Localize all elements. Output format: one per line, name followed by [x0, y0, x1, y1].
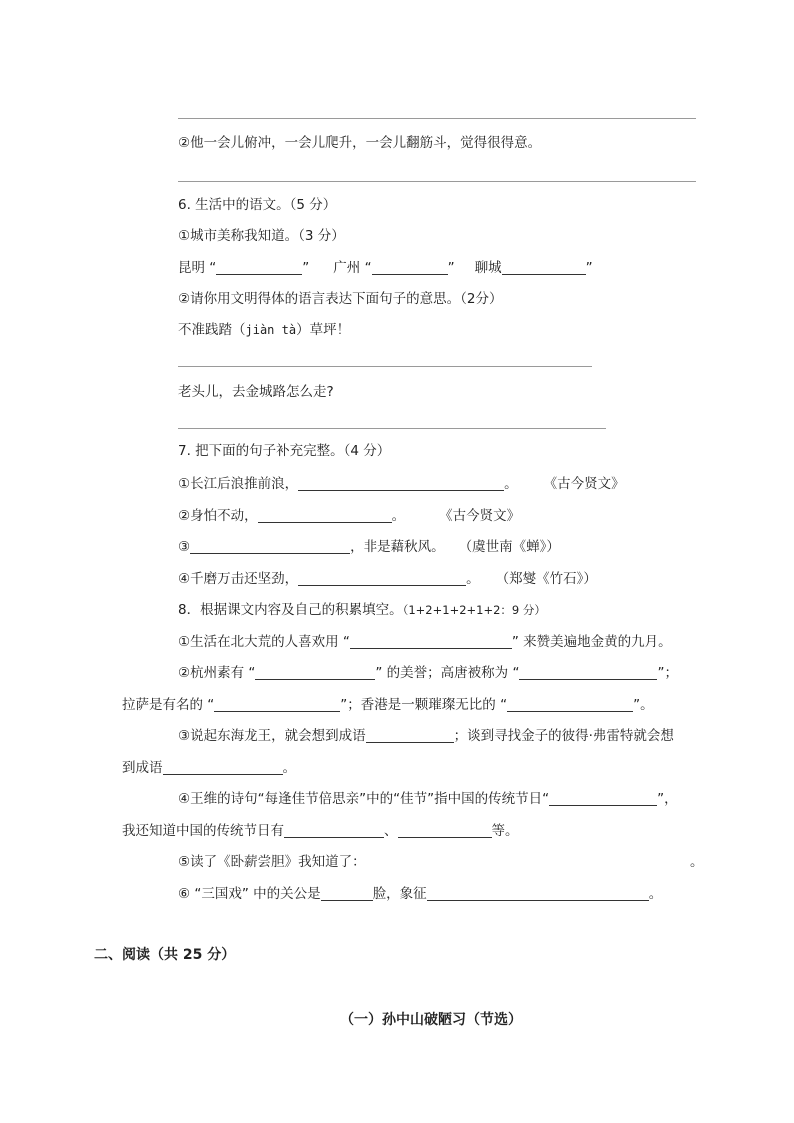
- answer-line[interactable]: [178, 181, 696, 182]
- q8-l7-blank1[interactable]: [284, 823, 384, 838]
- answer-line[interactable]: [178, 366, 592, 367]
- q6-sub2: ②请你用文明得体的语言表达下面句子的意思。（2分）: [178, 291, 503, 307]
- q5-sentence-2: ②他一会儿俯冲，一会儿爬升，一会儿翻筋斗，觉得很得意。: [178, 135, 542, 151]
- answer-line[interactable]: [178, 428, 606, 429]
- q7-l4-source: （郑燮《竹石》）: [495, 571, 597, 587]
- q8-line7: [122, 822, 519, 840]
- q7-l4-text: ④千磨万击还坚劲，: [178, 571, 299, 587]
- q8-line8: [178, 853, 366, 871]
- q7-l2-text: ②身怕不动，: [178, 508, 258, 524]
- q8-l3-mid: ”；香港是一颗璀璨无比的 “: [340, 697, 508, 713]
- q8-l7-blank2[interactable]: [398, 823, 492, 838]
- q7-l4-blank[interactable]: [298, 571, 466, 586]
- q8-l3-end: ”。: [633, 697, 654, 713]
- q8-l4-end: ；谈到寻找金子的彼得·弗雷特就会想: [453, 728, 674, 744]
- city1-label: 昆明 “: [178, 260, 217, 276]
- q7-l1-text: ①长江后浪推前浪，: [178, 476, 299, 492]
- q8-line4: [178, 727, 674, 745]
- q7-l3-end: ，非是藉秋风。: [350, 539, 445, 555]
- q7-l3-blank[interactable]: [190, 539, 350, 554]
- q7-l3-source: （虞世南《蝉》）: [458, 539, 560, 555]
- q8-title: [178, 601, 546, 619]
- city3-blank[interactable]: [502, 260, 586, 275]
- q7-l1-end: 。: [504, 476, 518, 492]
- q8-l5-blank[interactable]: [163, 760, 283, 775]
- q8-l2-text: ②杭州素有 “: [178, 665, 256, 681]
- q8-line6: [178, 790, 678, 808]
- q8-l9-blank2[interactable]: [427, 886, 649, 901]
- q8-l5-text: 到成语: [122, 760, 163, 776]
- q8-l7-mid: 、: [384, 823, 398, 839]
- q7-line3: [178, 538, 560, 556]
- city2-label: 广州 “: [333, 260, 372, 276]
- q8-l9-end: 。: [648, 886, 663, 902]
- city3-label: 聊城: [474, 260, 502, 276]
- q6-sentence2: 老头儿，去金城路怎么走?: [178, 384, 334, 400]
- q7-line1: [178, 475, 625, 493]
- reading-title: （一）孙中山破陋习（节选）: [340, 1012, 522, 1028]
- q8-l2-blank1[interactable]: [255, 665, 375, 680]
- q6-cities-row: [178, 259, 593, 277]
- q8-l5-end: 。: [282, 760, 296, 776]
- q8-line8-end: 。: [690, 854, 704, 870]
- q7-l3-text: ③: [178, 539, 191, 555]
- city1-close: ”: [302, 260, 310, 276]
- q8-title-text: 8．根据课文内容及自己的积累填空。: [178, 602, 403, 618]
- q6-sentence1: [178, 321, 350, 339]
- q8-l3-blank1[interactable]: [214, 697, 340, 712]
- q8-line9: [178, 885, 662, 903]
- sentence1-text: 不准践踏（: [178, 322, 246, 338]
- city2-blank[interactable]: [372, 260, 448, 275]
- q8-l1-end: ” 来赞美遍地金黄的九月。: [511, 634, 672, 650]
- q8-l8-text: ⑤读了《卧薪尝胆》我知道了：: [178, 854, 366, 870]
- q8-l9-mid: 脸，象征: [372, 886, 427, 902]
- sentence1-text-end: ）草坪！: [296, 322, 351, 338]
- q7-title: 7. 把下面的句子补充完整。（4 分）: [178, 443, 391, 459]
- q6-sub1: ①城市美称我知道。（3 分）: [178, 228, 345, 244]
- q8-l2-end: ”；: [657, 665, 678, 681]
- q8-line3: [122, 696, 654, 714]
- q8-l2-mid: ” 的美誉；高唐被称为 “: [375, 665, 520, 681]
- pinyin: jiàn tà: [245, 323, 297, 337]
- q8-l6-text: ④王维的诗句“每逢佳节倍思亲”中的“佳节”指中国的传统节日“: [178, 791, 550, 807]
- q8-l6-blank[interactable]: [549, 791, 657, 806]
- q6-title: 6. 生活中的语文。（5 分）: [178, 197, 337, 213]
- q8-l4-blank[interactable]: [366, 728, 454, 743]
- q7-l2-end: 。: [391, 508, 406, 524]
- q7-l1-source: 《古今贤文》: [543, 476, 625, 492]
- q8-line2: [178, 664, 678, 682]
- q8-l4-text: ③说起东海龙王，就会想到成语: [178, 728, 366, 744]
- q8-l9-blank1[interactable]: [321, 886, 373, 901]
- q8-line1: [178, 633, 672, 651]
- q8-l1-blank[interactable]: [350, 634, 512, 649]
- q8-l6-end: ”，: [657, 791, 678, 807]
- q7-l1-blank[interactable]: [298, 476, 504, 491]
- q7-l2-blank[interactable]: [258, 508, 392, 523]
- q8-l7-end: 等。: [491, 823, 519, 839]
- q8-l3-text: 拉萨是有名的 “: [122, 697, 215, 713]
- q8-l9-text: ⑥ “三国戏” 中的关公是: [178, 886, 321, 902]
- answer-line[interactable]: [178, 118, 696, 119]
- q7-l2-source: 《古今贤文》: [439, 508, 521, 524]
- q8-l7-text: 我还知道中国的传统节日有: [122, 823, 284, 839]
- q8-l1-text: ①生活在北大荒的人喜欢用 “: [178, 634, 350, 650]
- q7-line2: [178, 507, 520, 525]
- q7-l4-end: 。: [466, 571, 480, 587]
- city3-close: ”: [585, 260, 593, 276]
- q7-line4: [178, 570, 597, 588]
- city1-blank[interactable]: [216, 260, 302, 275]
- section-heading: 二、阅读（共 25 分）: [94, 947, 236, 963]
- q8-title-score: （1+2+1+2+1+2：9 分）: [402, 603, 546, 617]
- q8-line5: [122, 759, 296, 777]
- q8-l3-blank2[interactable]: [507, 697, 633, 712]
- q8-l2-blank2[interactable]: [519, 665, 657, 680]
- city2-close: ”: [447, 260, 455, 276]
